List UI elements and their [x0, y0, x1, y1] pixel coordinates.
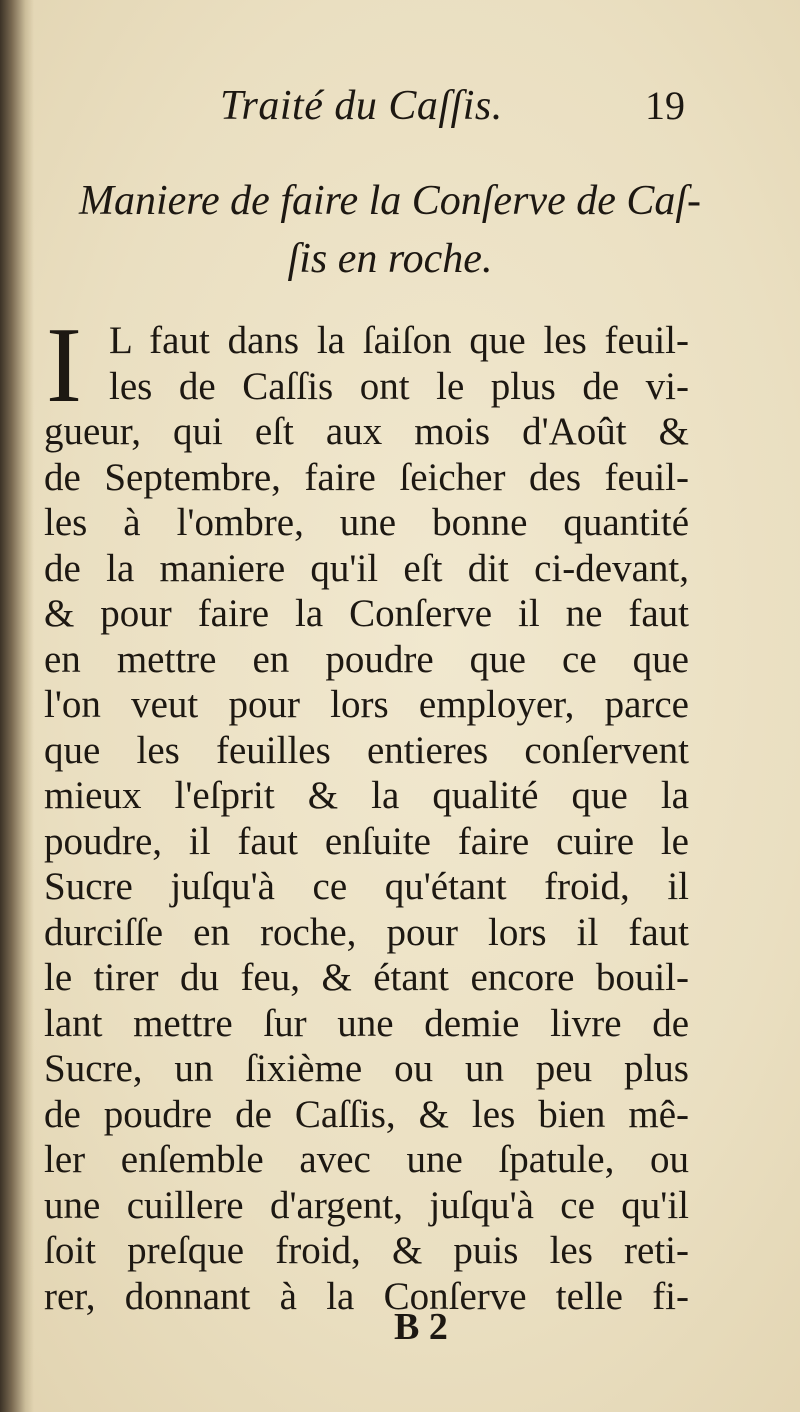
- text-line: ſoit preſque froid, & puis les reti-: [44, 1229, 689, 1272]
- drop-cap: I: [46, 306, 82, 425]
- text-line: ler enſemble avec une ſpatule, ou: [44, 1138, 689, 1181]
- text-line: le tirer du feu, & étant encore bouil-: [44, 956, 689, 999]
- text-line: Sucre juſqu'à ce qu'étant froid, il: [44, 865, 689, 908]
- signature-mark: B 2: [394, 1306, 448, 1348]
- text-line: rer, donnant à la Conſerve telle fi-: [44, 1274, 689, 1318]
- text-line: & pour faire la Conſerve il ne faut: [44, 592, 689, 635]
- text-line: les de Caſſis ont le plus de vi-: [109, 364, 689, 408]
- text-line: de la maniere qu'il eſt dit ci-devant,: [44, 546, 689, 590]
- text-line: mieux l'eſprit & la qualité que la: [44, 774, 689, 817]
- section-title: [60, 172, 720, 288]
- text-line: lant mettre ſur une demie livre de: [44, 1001, 689, 1045]
- text-line: gueur, qui eſt aux mois d'Août &: [44, 410, 689, 453]
- text-line: une cuillere d'argent, juſqu'à ce qu'il: [44, 1183, 689, 1227]
- running-title: Traité du Caſſis.: [220, 83, 503, 129]
- text-line: durciſſe en roche, pour lors il faut: [44, 910, 689, 954]
- text-line: Sucre, un ſixième ou un peu plus: [44, 1047, 689, 1090]
- text-line: de Septembre, faire ſeicher des feuil-: [44, 455, 689, 499]
- text-line: de poudre de Caſſis, & les bien mê-: [44, 1092, 689, 1136]
- section-title-line-2: ſis en roche.: [287, 236, 493, 282]
- running-head: [0, 82, 800, 132]
- text-line: en mettre en poudre que ce que: [44, 637, 689, 681]
- section-title-line-1: Maniere de faire la Conſerve de Caſ-: [78, 178, 702, 224]
- text-line: que les feuilles entieres conſervent: [44, 728, 689, 772]
- text-line: poudre, il faut enſuite faire cuire le: [44, 819, 689, 863]
- book-gutter-shadow: [0, 0, 34, 1412]
- text-line: L faut dans la ſaiſon que les feuil-: [109, 319, 689, 362]
- text-line: les à l'ombre, une bonne quantité: [44, 501, 689, 544]
- body-paragraph: [44, 306, 689, 1319]
- page-number: 19: [645, 83, 685, 128]
- text-line: l'on veut pour lors employer, parce: [44, 683, 689, 726]
